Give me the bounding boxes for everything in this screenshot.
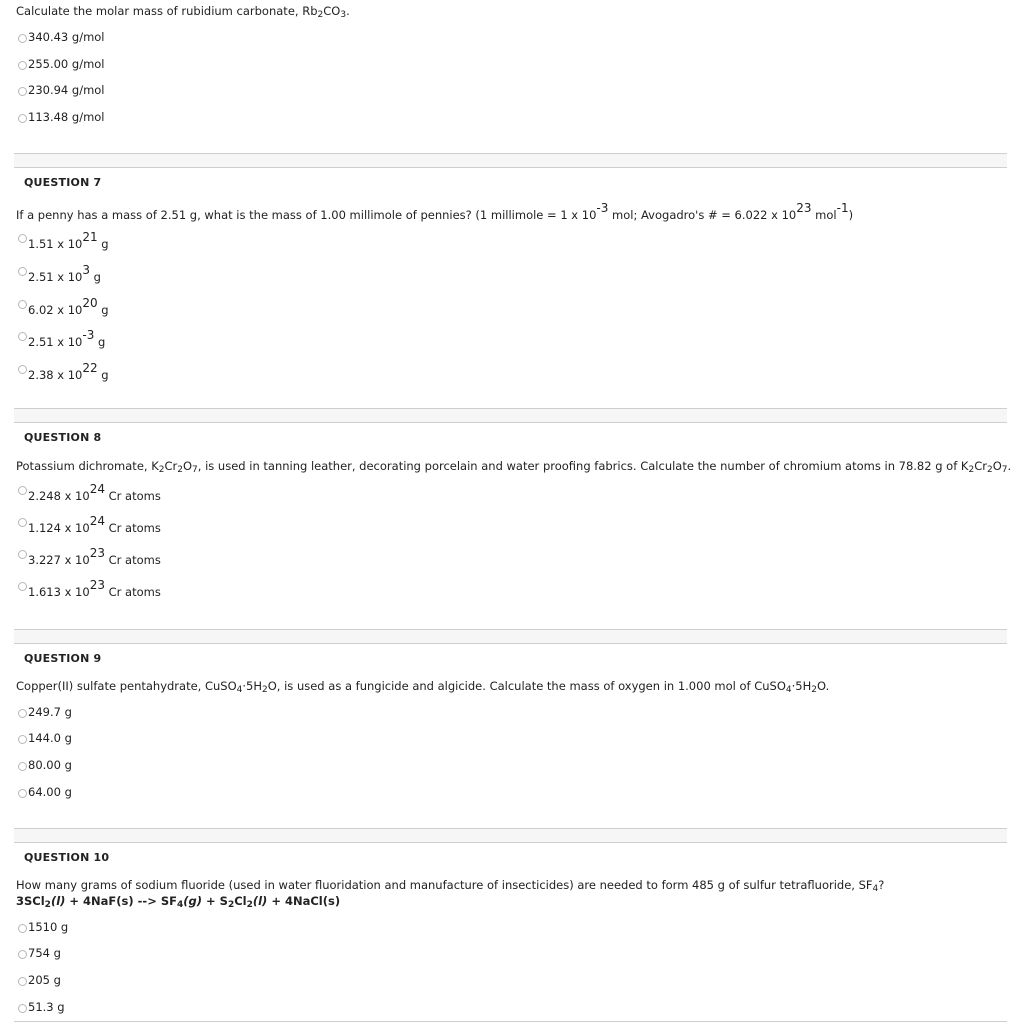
q8-sub: 2 xyxy=(968,465,975,475)
radio-button[interactable] xyxy=(18,486,27,495)
radio-button[interactable] xyxy=(18,267,27,276)
q6-question-text xyxy=(16,4,350,18)
eq-part: 3SCl xyxy=(16,894,45,908)
option-exp: 3 xyxy=(82,263,90,277)
option-unit: Cr atoms xyxy=(104,553,161,567)
option-unit: Cr atoms xyxy=(104,585,161,599)
question-separator xyxy=(14,153,1007,168)
option-label xyxy=(28,514,161,535)
option-unit: Cr atoms xyxy=(104,489,161,503)
option-label xyxy=(28,296,109,317)
q7-question-text xyxy=(16,201,854,222)
option-label: 113.48 g/mol xyxy=(28,110,105,124)
radio-button[interactable] xyxy=(18,234,27,243)
option-base: 1.51 x 10 xyxy=(28,237,83,251)
radio-button[interactable] xyxy=(18,300,27,309)
option-label: 51.3 g xyxy=(28,1000,65,1014)
radio-button[interactable] xyxy=(18,87,27,96)
q7-exp-3: -1 xyxy=(836,201,849,215)
option-base: 2.38 x 10 xyxy=(28,368,83,382)
q7-exp-2: 23 xyxy=(796,201,812,215)
q6-text-c: . xyxy=(346,4,350,18)
option-label xyxy=(28,230,109,251)
radio-button[interactable] xyxy=(18,114,27,123)
q8-question-text xyxy=(16,459,1011,473)
q10-text-a: How many grams of sodium fluoride (used in water fluoridation and manufacture of insecticides) are needed to form 485 g of sulfur tetrafluoride, SF xyxy=(16,878,873,892)
option-label xyxy=(28,482,161,503)
q6-sub-2: 3 xyxy=(340,10,347,20)
q9-sub: 2 xyxy=(811,685,818,695)
q10-question-text xyxy=(16,878,884,892)
q7-text-d: ) xyxy=(848,208,854,222)
eq-state: (l) xyxy=(50,894,66,908)
q8-text-c: . xyxy=(1007,459,1011,473)
q9-text: O. xyxy=(817,679,830,693)
q8-text: Cr xyxy=(974,459,987,473)
q9-text: O, is used as a fungicide and algicide. Calculate the mass of oxygen in 1.000 mol of CuSO xyxy=(267,679,786,693)
option-base: 1.124 x 10 xyxy=(28,521,90,535)
radio-button[interactable] xyxy=(18,582,27,591)
option-label: 80.00 g xyxy=(28,758,72,772)
eq-part: Cl xyxy=(234,894,247,908)
option-exp: 23 xyxy=(89,578,105,592)
q9-sub: 2 xyxy=(262,685,268,695)
question-separator xyxy=(14,408,1007,423)
option-label: 144.0 g xyxy=(28,731,72,745)
radio-button[interactable] xyxy=(18,735,27,744)
option-label: 205 g xyxy=(28,973,61,987)
q9-question-text xyxy=(16,679,829,693)
q8-sub: 7 xyxy=(1001,465,1008,475)
option-label xyxy=(28,328,106,349)
q7-title: QUESTION 7 xyxy=(24,176,102,189)
radio-button[interactable] xyxy=(18,977,27,986)
radio-button[interactable] xyxy=(18,365,27,374)
q10-equation xyxy=(16,894,340,908)
q8-text: O xyxy=(182,459,193,473)
option-exp: -3 xyxy=(82,328,95,342)
eq-state: (l) xyxy=(252,894,268,908)
option-base: 2.51 x 10 xyxy=(28,270,83,284)
radio-button[interactable] xyxy=(18,332,27,341)
q9-text: ·5H xyxy=(242,679,263,693)
option-label: 255.00 g/mol xyxy=(28,57,105,71)
q6-sub-1: 2 xyxy=(317,10,324,20)
q10-title: QUESTION 10 xyxy=(24,851,110,864)
option-label xyxy=(28,546,161,567)
eq-sub: 4 xyxy=(176,900,184,910)
q10-text-b: ? xyxy=(878,878,885,892)
option-unit: g xyxy=(94,335,106,349)
q8-sub: 2 xyxy=(177,465,183,475)
radio-button[interactable] xyxy=(18,61,27,70)
q6-text-b: CO xyxy=(323,4,341,18)
bottom-separator xyxy=(14,1021,1007,1022)
radio-button[interactable] xyxy=(18,789,27,798)
option-base: 3.227 x 10 xyxy=(28,553,90,567)
radio-button[interactable] xyxy=(18,950,27,959)
q6-text-a: Calculate the molar mass of rubidium carbonate, Rb xyxy=(16,4,318,18)
radio-button[interactable] xyxy=(18,518,27,527)
q9-sub: 4 xyxy=(236,685,243,695)
option-label xyxy=(28,361,109,382)
radio-button[interactable] xyxy=(18,709,27,718)
question-separator xyxy=(14,629,1007,644)
q8-text: Cr xyxy=(164,459,178,473)
eq-part: + 4NaCl(s) xyxy=(267,894,341,908)
q8-text-b: , is used in tanning leather, decorating porcelain and water proofing fabrics. Calculate the number of chromium atoms in 78.82 g of K xyxy=(197,459,969,473)
eq-sub: 2 xyxy=(44,900,51,910)
option-label: 64.00 g xyxy=(28,785,72,799)
option-exp: 21 xyxy=(82,230,98,244)
eq-state: (g) xyxy=(183,894,202,908)
option-unit: g xyxy=(97,368,109,382)
option-unit: g xyxy=(97,237,109,251)
option-unit: Cr atoms xyxy=(104,521,161,535)
option-base: 2.248 x 10 xyxy=(28,489,90,503)
q9-title: QUESTION 9 xyxy=(24,652,102,665)
option-base: 2.51 x 10 xyxy=(28,335,83,349)
q7-text-a: If a penny has a mass of 2.51 g, what is the mass of 1.00 millimole of pennies? (1 millimole = 1 x 10 xyxy=(16,208,597,222)
option-exp: 22 xyxy=(82,361,98,375)
eq-part: + 4NaF(s) --> SF xyxy=(65,894,177,908)
option-base: 6.02 x 10 xyxy=(28,303,83,317)
option-label: 340.43 g/mol xyxy=(28,30,105,44)
option-exp: 23 xyxy=(89,546,105,560)
eq-sub: 2 xyxy=(227,900,235,910)
q8-text-a: Potassium dichromate, K xyxy=(16,459,159,473)
question-separator xyxy=(14,828,1007,843)
q7-exp-1: -3 xyxy=(596,201,609,215)
q9-text-a: Copper(II) sulfate pentahydrate, CuSO xyxy=(16,679,237,693)
option-unit: g xyxy=(97,303,109,317)
q9-text: ·5H xyxy=(791,679,812,693)
q8-sub: 2 xyxy=(986,465,993,475)
radio-button[interactable] xyxy=(18,762,27,771)
option-base: 1.613 x 10 xyxy=(28,585,90,599)
q8-sub: 7 xyxy=(192,465,198,475)
q7-text-c: mol xyxy=(811,208,837,222)
option-unit: g xyxy=(90,270,101,284)
option-exp: 20 xyxy=(82,296,98,310)
radio-button[interactable] xyxy=(18,550,27,559)
q8-sub: 2 xyxy=(158,465,165,475)
eq-sub: 2 xyxy=(246,900,253,910)
option-label: 230.94 g/mol xyxy=(28,83,105,97)
option-label xyxy=(28,578,161,599)
option-label xyxy=(28,263,101,284)
eq-part: + S xyxy=(202,894,228,908)
radio-button[interactable] xyxy=(18,1004,27,1013)
radio-button[interactable] xyxy=(18,34,27,43)
option-label: 754 g xyxy=(28,946,61,960)
radio-button[interactable] xyxy=(18,924,27,933)
q8-title: QUESTION 8 xyxy=(24,431,102,444)
q9-sub: 4 xyxy=(785,685,792,695)
option-label: 249.7 g xyxy=(28,705,72,719)
q8-text: O xyxy=(992,459,1002,473)
q7-text-b: mol; Avogadro's # = 6.022 x 10 xyxy=(608,208,797,222)
option-exp: 24 xyxy=(89,482,105,496)
q10-sub: 4 xyxy=(872,884,879,894)
option-label: 1510 g xyxy=(28,920,69,934)
option-exp: 24 xyxy=(89,514,105,528)
